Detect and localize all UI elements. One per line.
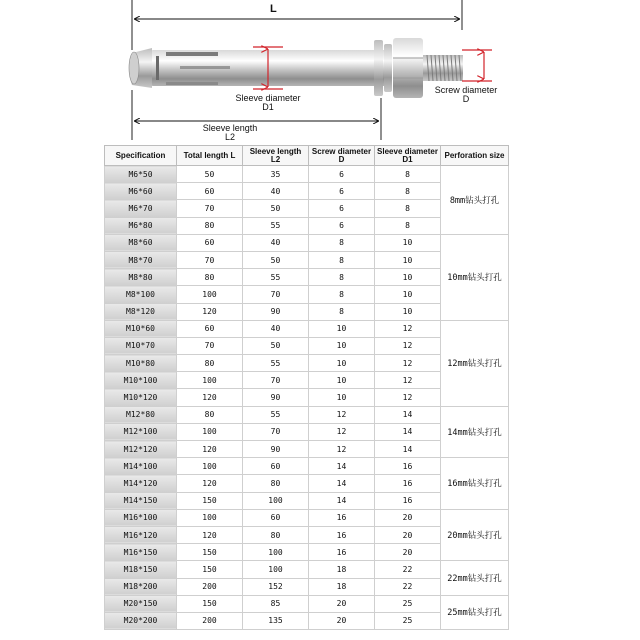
cell-sleeve-length: 35 <box>243 166 309 183</box>
cell-total-length: 70 <box>177 251 243 268</box>
cell-perforation-size: 14mm钻头打孔 <box>441 406 509 458</box>
table-header-row <box>105 146 509 166</box>
sleeve-diameter-symbol: D1 <box>262 102 274 112</box>
cell-total-length: 120 <box>177 526 243 543</box>
cell-screw-diameter: 6 <box>309 166 375 183</box>
cell-screw-diameter: 16 <box>309 526 375 543</box>
screw-diameter-text: Screw diameter <box>434 85 498 95</box>
spring-washer <box>384 44 392 92</box>
cell-sleeve-length: 50 <box>243 251 309 268</box>
cell-screw-diameter: 8 <box>309 286 375 303</box>
cell-sleeve-diameter: 16 <box>375 458 441 475</box>
sleeve-diameter-label <box>228 94 308 112</box>
cell-sleeve-diameter: 12 <box>375 389 441 406</box>
cell-sleeve-length: 135 <box>243 612 309 629</box>
cell-screw-diameter: 10 <box>309 389 375 406</box>
cell-sleeve-diameter: 20 <box>375 526 441 543</box>
cell-sleeve-diameter: 10 <box>375 234 441 251</box>
cell-sleeve-diameter: 20 <box>375 509 441 526</box>
cell-sleeve-diameter: 22 <box>375 561 441 578</box>
table-row <box>105 406 509 423</box>
cell-sleeve-diameter: 12 <box>375 337 441 354</box>
cell-screw-diameter: 8 <box>309 303 375 320</box>
specification-table <box>104 145 509 630</box>
cell-sleeve-length: 55 <box>243 217 309 234</box>
cell-sleeve-length: 100 <box>243 561 309 578</box>
cell-sleeve-diameter: 14 <box>375 441 441 458</box>
cell-sleeve-diameter: 14 <box>375 423 441 440</box>
cell-screw-diameter: 12 <box>309 441 375 458</box>
cell-screw-diameter: 8 <box>309 234 375 251</box>
cell-total-length: 70 <box>177 337 243 354</box>
cell-sleeve-length: 70 <box>243 286 309 303</box>
header-sleeve-diameter-symbol: D1 <box>402 154 413 164</box>
cell-sleeve-length: 50 <box>243 337 309 354</box>
cell-total-length: 100 <box>177 423 243 440</box>
cell-screw-diameter: 14 <box>309 492 375 509</box>
cell-specification: M8*100 <box>105 286 177 303</box>
cell-sleeve-diameter: 8 <box>375 217 441 234</box>
cell-perforation-size: 8mm钻头打孔 <box>441 166 509 235</box>
table-body <box>105 166 509 630</box>
cell-sleeve-diameter: 22 <box>375 578 441 595</box>
cell-total-length: 80 <box>177 217 243 234</box>
cell-total-length: 50 <box>177 166 243 183</box>
cell-sleeve-length: 55 <box>243 269 309 286</box>
sleeve-diameter-text: Sleeve diameter <box>235 93 301 103</box>
cell-sleeve-length: 60 <box>243 458 309 475</box>
cell-sleeve-diameter: 16 <box>375 475 441 492</box>
cell-specification: M14*120 <box>105 475 177 492</box>
cell-specification: M8*120 <box>105 303 177 320</box>
cell-screw-diameter: 10 <box>309 372 375 389</box>
cell-total-length: 60 <box>177 183 243 200</box>
cell-sleeve-length: 55 <box>243 406 309 423</box>
cell-total-length: 100 <box>177 286 243 303</box>
cell-specification: M8*80 <box>105 269 177 286</box>
cell-specification: M16*150 <box>105 544 177 561</box>
cell-sleeve-length: 80 <box>243 475 309 492</box>
total-length-label: L <box>270 3 277 15</box>
table-row <box>105 509 509 526</box>
cell-total-length: 100 <box>177 509 243 526</box>
cell-specification: M20*150 <box>105 595 177 612</box>
cell-perforation-size: 10mm钻头打孔 <box>441 234 509 320</box>
screw-diameter-symbol: D <box>462 94 470 104</box>
cell-perforation-size: 22mm钻头打孔 <box>441 561 509 595</box>
table-row <box>105 458 509 475</box>
cell-sleeve-length: 80 <box>243 526 309 543</box>
cell-screw-diameter: 16 <box>309 544 375 561</box>
hex-nut <box>393 38 423 98</box>
sleeve-length-text: Sleeve length <box>202 123 258 133</box>
cell-specification: M12*100 <box>105 423 177 440</box>
cell-specification: M12*80 <box>105 406 177 423</box>
cell-screw-diameter: 8 <box>309 251 375 268</box>
cell-total-length: 120 <box>177 475 243 492</box>
cell-sleeve-length: 70 <box>243 372 309 389</box>
cell-total-length: 80 <box>177 406 243 423</box>
cell-total-length: 120 <box>177 303 243 320</box>
cell-sleeve-diameter: 10 <box>375 286 441 303</box>
cell-sleeve-diameter: 25 <box>375 595 441 612</box>
header-total-length: Total length L <box>177 146 243 166</box>
anchor-bolt-diagram <box>0 0 640 145</box>
cell-sleeve-diameter: 14 <box>375 406 441 423</box>
cell-total-length: 200 <box>177 612 243 629</box>
cell-sleeve-length: 55 <box>243 355 309 372</box>
anchor-bolt-drawing <box>0 0 640 145</box>
cell-screw-diameter: 20 <box>309 612 375 629</box>
cell-specification: M16*100 <box>105 509 177 526</box>
cell-screw-diameter: 6 <box>309 183 375 200</box>
cell-sleeve-length: 50 <box>243 200 309 217</box>
cell-sleeve-diameter: 8 <box>375 200 441 217</box>
cell-sleeve-diameter: 10 <box>375 269 441 286</box>
header-perforation-size: Perforation size <box>441 146 509 166</box>
cell-perforation-size: 12mm钻头打孔 <box>441 320 509 406</box>
cell-specification: M12*120 <box>105 441 177 458</box>
cell-total-length: 80 <box>177 355 243 372</box>
header-screw-diameter-text: Screw diameter <box>311 146 372 156</box>
header-screw-diameter-symbol: D <box>338 154 345 164</box>
cell-specification: M6*50 <box>105 166 177 183</box>
cell-screw-diameter: 18 <box>309 578 375 595</box>
cell-sleeve-diameter: 12 <box>375 355 441 372</box>
cell-sleeve-diameter: 20 <box>375 544 441 561</box>
cell-screw-diameter: 10 <box>309 320 375 337</box>
screw-diameter-label <box>426 86 506 104</box>
cell-sleeve-diameter: 12 <box>375 320 441 337</box>
cell-specification: M10*60 <box>105 320 177 337</box>
cell-screw-diameter: 18 <box>309 561 375 578</box>
cell-specification: M8*70 <box>105 251 177 268</box>
cell-specification: M10*70 <box>105 337 177 354</box>
header-sleeve-length-symbol: L2 <box>270 154 281 164</box>
cell-sleeve-diameter: 10 <box>375 251 441 268</box>
header-specification: Specification <box>105 146 177 166</box>
cell-specification: M8*60 <box>105 234 177 251</box>
cell-total-length: 80 <box>177 269 243 286</box>
cell-screw-diameter: 14 <box>309 475 375 492</box>
cell-specification: M6*70 <box>105 200 177 217</box>
flat-washer <box>374 40 383 96</box>
cell-sleeve-diameter: 8 <box>375 183 441 200</box>
table-row <box>105 561 509 578</box>
cell-sleeve-diameter: 10 <box>375 303 441 320</box>
cell-screw-diameter: 12 <box>309 423 375 440</box>
cell-perforation-size: 16mm钻头打孔 <box>441 458 509 510</box>
cell-sleeve-length: 40 <box>243 320 309 337</box>
cell-specification: M20*200 <box>105 612 177 629</box>
cell-sleeve-diameter: 25 <box>375 612 441 629</box>
header-screw-diameter <box>309 146 375 166</box>
cell-total-length: 70 <box>177 200 243 217</box>
cell-sleeve-length: 90 <box>243 441 309 458</box>
cell-sleeve-length: 100 <box>243 544 309 561</box>
cell-sleeve-length: 100 <box>243 492 309 509</box>
cell-sleeve-diameter: 8 <box>375 166 441 183</box>
cell-sleeve-length: 152 <box>243 578 309 595</box>
cell-sleeve-diameter: 12 <box>375 372 441 389</box>
table-row <box>105 166 509 183</box>
table-row <box>105 320 509 337</box>
cell-sleeve-length: 40 <box>243 183 309 200</box>
cell-total-length: 150 <box>177 561 243 578</box>
cell-sleeve-length: 40 <box>243 234 309 251</box>
cell-total-length: 60 <box>177 234 243 251</box>
cell-screw-diameter: 10 <box>309 355 375 372</box>
cell-screw-diameter: 14 <box>309 458 375 475</box>
cell-sleeve-length: 70 <box>243 423 309 440</box>
cell-specification: M10*80 <box>105 355 177 372</box>
cell-screw-diameter: 8 <box>309 269 375 286</box>
cell-specification: M6*80 <box>105 217 177 234</box>
cell-total-length: 100 <box>177 458 243 475</box>
header-sleeve-diameter <box>375 146 441 166</box>
header-sleeve-length <box>243 146 309 166</box>
cell-total-length: 150 <box>177 492 243 509</box>
table-row <box>105 595 509 612</box>
cell-screw-diameter: 20 <box>309 595 375 612</box>
cell-specification: M10*120 <box>105 389 177 406</box>
cell-specification: M14*100 <box>105 458 177 475</box>
cell-sleeve-length: 90 <box>243 303 309 320</box>
cell-sleeve-length: 60 <box>243 509 309 526</box>
header-sleeve-length-text: Sleeve length <box>249 146 302 156</box>
cell-specification: M18*150 <box>105 561 177 578</box>
cell-total-length: 150 <box>177 595 243 612</box>
cell-total-length: 120 <box>177 441 243 458</box>
cell-total-length: 120 <box>177 389 243 406</box>
cell-screw-diameter: 10 <box>309 337 375 354</box>
cell-total-length: 150 <box>177 544 243 561</box>
cell-total-length: 60 <box>177 320 243 337</box>
cell-sleeve-diameter: 16 <box>375 492 441 509</box>
cell-specification: M10*100 <box>105 372 177 389</box>
cell-total-length: 200 <box>177 578 243 595</box>
header-sleeve-diameter-text: Sleeve diameter <box>377 146 438 156</box>
sleeve-length-label <box>190 124 270 142</box>
cell-screw-diameter: 12 <box>309 406 375 423</box>
table-row <box>105 234 509 251</box>
cell-specification: M18*200 <box>105 578 177 595</box>
sleeve-length-symbol: L2 <box>224 132 235 142</box>
cell-perforation-size: 25mm钻头打孔 <box>441 595 509 629</box>
cell-sleeve-length: 90 <box>243 389 309 406</box>
cell-total-length: 100 <box>177 372 243 389</box>
cell-screw-diameter: 6 <box>309 200 375 217</box>
cell-screw-diameter: 16 <box>309 509 375 526</box>
cell-sleeve-length: 85 <box>243 595 309 612</box>
cell-specification: M6*60 <box>105 183 177 200</box>
cell-specification: M14*150 <box>105 492 177 509</box>
cell-perforation-size: 20mm钻头打孔 <box>441 509 509 561</box>
cell-screw-diameter: 6 <box>309 217 375 234</box>
cell-specification: M16*120 <box>105 526 177 543</box>
